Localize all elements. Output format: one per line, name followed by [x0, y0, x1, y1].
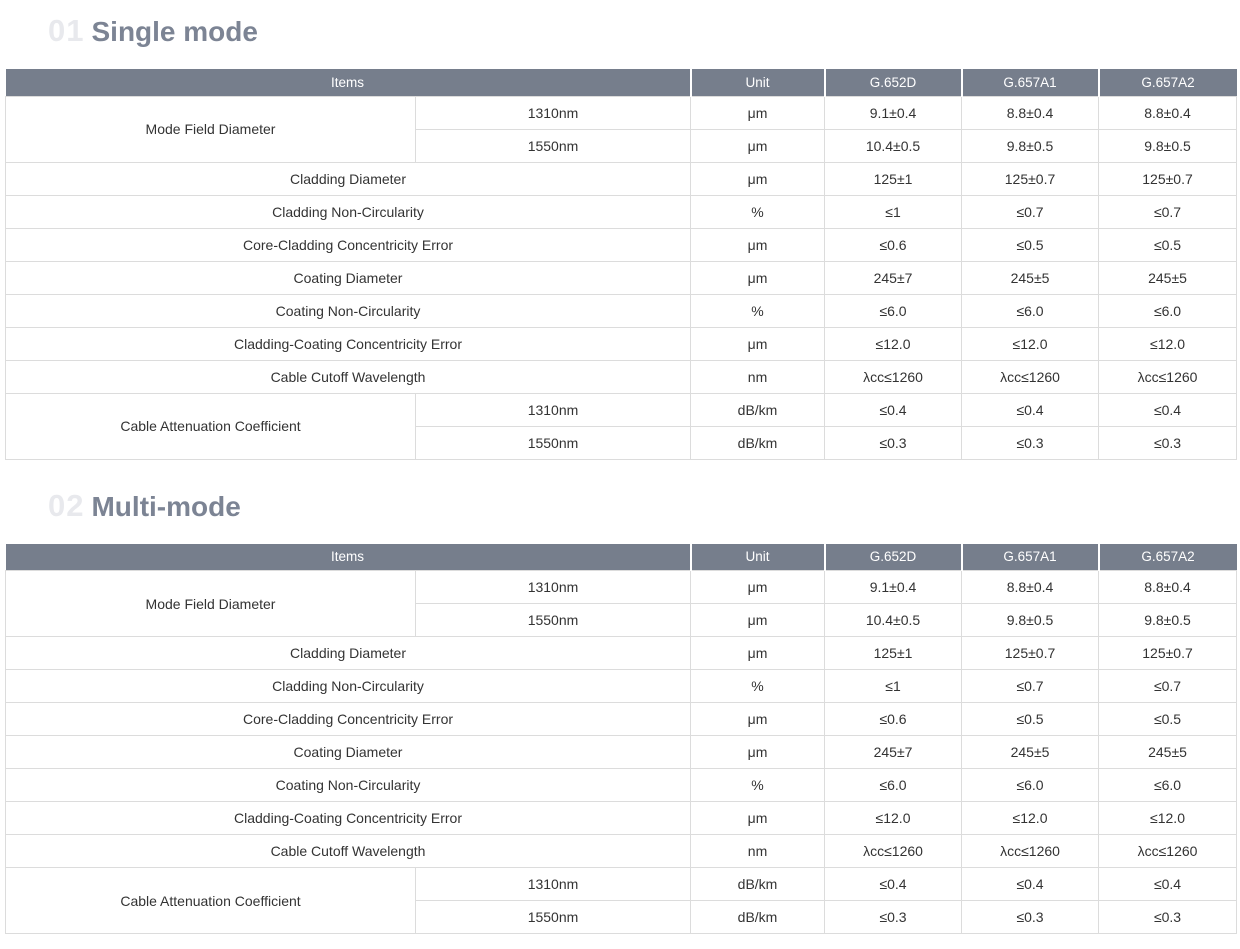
- unit-cell: μm: [691, 637, 825, 670]
- table-header: [6, 69, 1237, 96]
- header-items: Items: [6, 544, 691, 571]
- wavelength-cell: 1310nm: [416, 96, 691, 129]
- value-cell: ≤6.0: [962, 294, 1099, 327]
- unit-cell: μm: [691, 129, 825, 162]
- table-row: [6, 261, 1237, 294]
- section-title-text: Multi-mode: [91, 490, 241, 522]
- value-cell: ≤1: [825, 670, 962, 703]
- value-cell: ≤0.6: [825, 228, 962, 261]
- value-cell: ≤0.7: [1099, 195, 1237, 228]
- value-cell: ≤12.0: [825, 802, 962, 835]
- unit-cell: μm: [691, 162, 825, 195]
- item-label-cell: Cladding Non-Circularity: [6, 670, 691, 703]
- table-body: [6, 96, 1237, 459]
- header-row: [6, 69, 1237, 96]
- wavelength-cell: 1310nm: [416, 393, 691, 426]
- value-cell: ≤0.6: [825, 703, 962, 736]
- header-g657a1: G.657A1: [962, 69, 1099, 96]
- item-label-cell: Cable Cutoff Wavelength: [6, 835, 691, 868]
- value-cell: ≤0.3: [825, 426, 962, 459]
- value-cell: ≤6.0: [825, 769, 962, 802]
- value-cell: ≤12.0: [962, 802, 1099, 835]
- table-row: [6, 294, 1237, 327]
- value-cell: ≤0.4: [1099, 393, 1237, 426]
- header-unit: Unit: [691, 544, 825, 571]
- header-g657a1: G.657A1: [962, 544, 1099, 571]
- table-row: [6, 703, 1237, 736]
- section-number: 01: [48, 13, 85, 48]
- table-body: [6, 571, 1237, 934]
- value-cell: ≤0.7: [962, 670, 1099, 703]
- value-cell: 245±5: [962, 736, 1099, 769]
- unit-cell: μm: [691, 96, 825, 129]
- wavelength-cell: 1550nm: [416, 604, 691, 637]
- wavelength-cell: 1550nm: [416, 426, 691, 459]
- header-row: [6, 544, 1237, 571]
- value-cell: ≤12.0: [825, 327, 962, 360]
- table-row: [6, 393, 1237, 426]
- item-label-cell: Cable Cutoff Wavelength: [6, 360, 691, 393]
- value-cell: 8.8±0.4: [1099, 571, 1237, 604]
- value-cell: ≤0.3: [1099, 426, 1237, 459]
- single-mode-spec-table: [5, 69, 1237, 460]
- table-row: [6, 637, 1237, 670]
- value-cell: λcc≤1260: [825, 835, 962, 868]
- value-cell: ≤0.5: [962, 228, 1099, 261]
- section-multi-mode: [0, 488, 1240, 935]
- value-cell: λcc≤1260: [825, 360, 962, 393]
- value-cell: 10.4±0.5: [825, 604, 962, 637]
- value-cell: ≤0.3: [1099, 901, 1237, 934]
- table-row: [6, 327, 1237, 360]
- unit-cell: %: [691, 195, 825, 228]
- unit-cell: dB/km: [691, 868, 825, 901]
- value-cell: 245±7: [825, 736, 962, 769]
- table-row: [6, 802, 1237, 835]
- value-cell: ≤1: [825, 195, 962, 228]
- section-title: [48, 488, 1240, 530]
- wavelength-cell: 1310nm: [416, 571, 691, 604]
- value-cell: 245±5: [1099, 736, 1237, 769]
- wavelength-cell: 1310nm: [416, 868, 691, 901]
- value-cell: ≤6.0: [1099, 769, 1237, 802]
- value-cell: ≤0.7: [1099, 670, 1237, 703]
- table-row: [6, 736, 1237, 769]
- section-number: 02: [48, 487, 85, 523]
- value-cell: 125±0.7: [962, 162, 1099, 195]
- value-cell: 125±0.7: [1099, 637, 1237, 670]
- header-g657a2: G.657A2: [1099, 69, 1237, 96]
- header-g657a2: G.657A2: [1099, 544, 1237, 571]
- unit-cell: μm: [691, 802, 825, 835]
- table-row: [6, 195, 1237, 228]
- value-cell: λcc≤1260: [1099, 360, 1237, 393]
- value-cell: 9.8±0.5: [962, 604, 1099, 637]
- table-row: [6, 835, 1237, 868]
- value-cell: ≤0.3: [825, 901, 962, 934]
- unit-cell: dB/km: [691, 901, 825, 934]
- value-cell: ≤6.0: [1099, 294, 1237, 327]
- value-cell: ≤0.5: [1099, 703, 1237, 736]
- unit-cell: μm: [691, 261, 825, 294]
- unit-cell: dB/km: [691, 393, 825, 426]
- item-label-cell: Core-Cladding Concentricity Error: [6, 703, 691, 736]
- header-g652d: G.652D: [825, 544, 962, 571]
- table-row: [6, 868, 1237, 901]
- unit-cell: μm: [691, 327, 825, 360]
- unit-cell: dB/km: [691, 426, 825, 459]
- value-cell: ≤12.0: [1099, 802, 1237, 835]
- value-cell: ≤0.4: [825, 393, 962, 426]
- item-label-cell: Cladding-Coating Concentricity Error: [6, 802, 691, 835]
- value-cell: ≤12.0: [1099, 327, 1237, 360]
- item-label-cell: Core-Cladding Concentricity Error: [6, 228, 691, 261]
- value-cell: ≤0.7: [962, 195, 1099, 228]
- wavelength-cell: 1550nm: [416, 901, 691, 934]
- header-unit: Unit: [691, 69, 825, 96]
- table-row: [6, 571, 1237, 604]
- item-label-cell: Coating Non-Circularity: [6, 769, 691, 802]
- section-single-mode: [0, 13, 1240, 460]
- value-cell: 9.1±0.4: [825, 96, 962, 129]
- unit-cell: %: [691, 294, 825, 327]
- value-cell: ≤12.0: [962, 327, 1099, 360]
- value-cell: ≤0.4: [825, 868, 962, 901]
- value-cell: 125±1: [825, 162, 962, 195]
- unit-cell: nm: [691, 835, 825, 868]
- value-cell: 245±5: [1099, 261, 1237, 294]
- item-label-cell: Cable Attenuation Coefficient: [6, 393, 416, 459]
- value-cell: ≤0.4: [962, 393, 1099, 426]
- value-cell: 9.8±0.5: [1099, 604, 1237, 637]
- unit-cell: %: [691, 670, 825, 703]
- value-cell: 9.1±0.4: [825, 571, 962, 604]
- value-cell: ≤0.3: [962, 901, 1099, 934]
- item-label-cell: Mode Field Diameter: [6, 571, 416, 637]
- unit-cell: nm: [691, 360, 825, 393]
- value-cell: 125±0.7: [962, 637, 1099, 670]
- table-row: [6, 360, 1237, 393]
- item-label-cell: Coating Diameter: [6, 261, 691, 294]
- item-label-cell: Cladding Diameter: [6, 162, 691, 195]
- table-row: [6, 96, 1237, 129]
- value-cell: 125±1: [825, 637, 962, 670]
- value-cell: ≤0.4: [1099, 868, 1237, 901]
- value-cell: 9.8±0.5: [962, 129, 1099, 162]
- value-cell: 125±0.7: [1099, 162, 1237, 195]
- value-cell: ≤6.0: [962, 769, 1099, 802]
- unit-cell: μm: [691, 604, 825, 637]
- unit-cell: %: [691, 769, 825, 802]
- table-row: [6, 228, 1237, 261]
- value-cell: ≤0.3: [962, 426, 1099, 459]
- value-cell: λcc≤1260: [1099, 835, 1237, 868]
- value-cell: λcc≤1260: [962, 835, 1099, 868]
- table-row: [6, 162, 1237, 195]
- value-cell: ≤0.5: [1099, 228, 1237, 261]
- item-label-cell: Coating Non-Circularity: [6, 294, 691, 327]
- section-title: [48, 13, 1240, 55]
- item-label-cell: Cladding Diameter: [6, 637, 691, 670]
- value-cell: 8.8±0.4: [962, 96, 1099, 129]
- table-row: [6, 769, 1237, 802]
- item-label-cell: Coating Diameter: [6, 736, 691, 769]
- value-cell: 8.8±0.4: [1099, 96, 1237, 129]
- header-items: Items: [6, 69, 691, 96]
- item-label-cell: Cladding Non-Circularity: [6, 195, 691, 228]
- unit-cell: μm: [691, 736, 825, 769]
- table-header: [6, 544, 1237, 571]
- table-row: [6, 670, 1237, 703]
- item-label-cell: Cladding-Coating Concentricity Error: [6, 327, 691, 360]
- value-cell: 245±7: [825, 261, 962, 294]
- value-cell: ≤6.0: [825, 294, 962, 327]
- header-g652d: G.652D: [825, 69, 962, 96]
- item-label-cell: Mode Field Diameter: [6, 96, 416, 162]
- value-cell: 9.8±0.5: [1099, 129, 1237, 162]
- value-cell: 8.8±0.4: [962, 571, 1099, 604]
- value-cell: 10.4±0.5: [825, 129, 962, 162]
- value-cell: ≤0.5: [962, 703, 1099, 736]
- value-cell: 245±5: [962, 261, 1099, 294]
- value-cell: ≤0.4: [962, 868, 1099, 901]
- unit-cell: μm: [691, 571, 825, 604]
- value-cell: λcc≤1260: [962, 360, 1099, 393]
- unit-cell: μm: [691, 228, 825, 261]
- unit-cell: μm: [691, 703, 825, 736]
- section-title-text: Single mode: [91, 16, 258, 47]
- multi-mode-spec-table: [5, 544, 1237, 935]
- wavelength-cell: 1550nm: [416, 129, 691, 162]
- item-label-cell: Cable Attenuation Coefficient: [6, 868, 416, 934]
